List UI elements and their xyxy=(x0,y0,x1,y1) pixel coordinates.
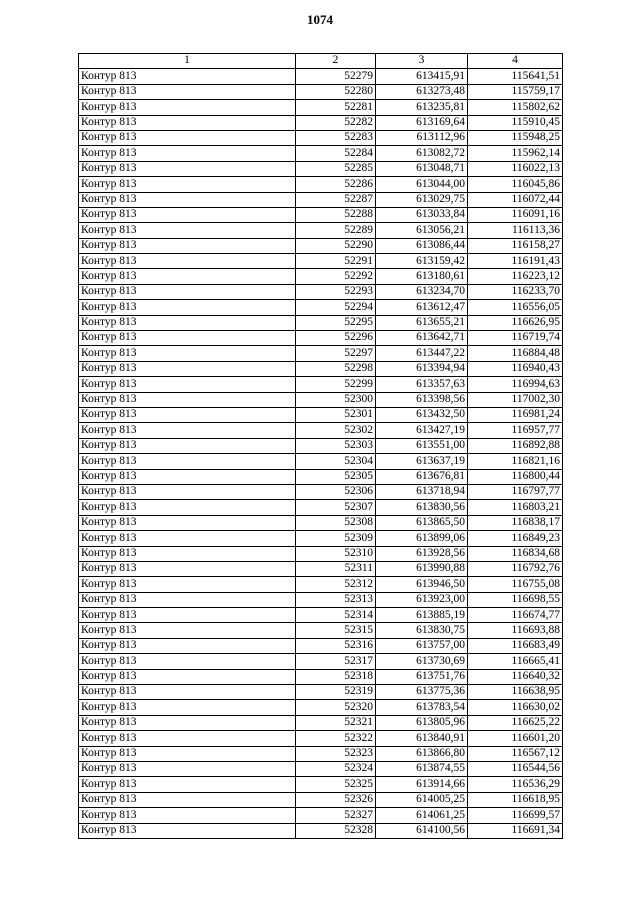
y-coordinate-cell: 116803,21 xyxy=(468,500,563,515)
y-coordinate-cell: 116981,24 xyxy=(468,407,563,422)
contour-name-cell: Контур 813 xyxy=(79,100,296,115)
table-row xyxy=(79,300,563,315)
contour-name-cell: Контур 813 xyxy=(79,638,296,653)
x-coordinate-cell: 613899,06 xyxy=(376,531,468,546)
point-number-cell: 52301 xyxy=(296,407,376,422)
table-row xyxy=(79,361,563,376)
y-coordinate-cell: 116158,27 xyxy=(468,238,563,253)
x-coordinate-cell: 613394,94 xyxy=(376,361,468,376)
point-number-cell: 52321 xyxy=(296,715,376,730)
y-coordinate-cell: 116834,68 xyxy=(468,546,563,561)
y-coordinate-cell: 116640,32 xyxy=(468,669,563,684)
contour-name-cell: Контур 813 xyxy=(79,685,296,700)
point-number-cell: 52314 xyxy=(296,608,376,623)
contour-name-cell: Контур 813 xyxy=(79,669,296,684)
contour-name-cell: Контур 813 xyxy=(79,207,296,222)
table-row xyxy=(79,192,563,207)
table-row xyxy=(79,592,563,607)
point-number-cell: 52324 xyxy=(296,761,376,776)
y-coordinate-cell: 115910,45 xyxy=(468,115,563,130)
table-row xyxy=(79,700,563,715)
table-row xyxy=(79,808,563,823)
x-coordinate-cell: 613642,71 xyxy=(376,331,468,346)
x-coordinate-cell: 614005,25 xyxy=(376,792,468,807)
y-coordinate-cell: 116940,43 xyxy=(468,361,563,376)
y-coordinate-cell: 115759,17 xyxy=(468,84,563,99)
point-number-cell: 52311 xyxy=(296,561,376,576)
point-number-cell: 52286 xyxy=(296,177,376,192)
x-coordinate-cell: 613082,72 xyxy=(376,146,468,161)
contour-name-cell: Контур 813 xyxy=(79,423,296,438)
y-coordinate-cell: 116797,77 xyxy=(468,484,563,499)
x-coordinate-cell: 613990,88 xyxy=(376,561,468,576)
point-number-cell: 52281 xyxy=(296,100,376,115)
point-number-cell: 52328 xyxy=(296,823,376,838)
table-row xyxy=(79,284,563,299)
contour-name-cell: Контур 813 xyxy=(79,84,296,99)
table-row xyxy=(79,207,563,222)
x-coordinate-cell: 613159,42 xyxy=(376,254,468,269)
contour-name-cell: Контур 813 xyxy=(79,284,296,299)
point-number-cell: 52319 xyxy=(296,685,376,700)
contour-name-cell: Контур 813 xyxy=(79,438,296,453)
contour-name-cell: Контур 813 xyxy=(79,746,296,761)
y-coordinate-cell: 116884,48 xyxy=(468,346,563,361)
y-coordinate-cell: 116091,16 xyxy=(468,207,563,222)
y-coordinate-cell: 116638,95 xyxy=(468,685,563,700)
x-coordinate-cell: 613840,91 xyxy=(376,731,468,746)
contour-name-cell: Контур 813 xyxy=(79,238,296,253)
x-coordinate-cell: 613029,75 xyxy=(376,192,468,207)
contour-name-cell: Контур 813 xyxy=(79,254,296,269)
x-coordinate-cell: 613637,19 xyxy=(376,454,468,469)
table-row xyxy=(79,561,563,576)
x-coordinate-cell: 613830,75 xyxy=(376,623,468,638)
x-coordinate-cell: 613946,50 xyxy=(376,577,468,592)
x-coordinate-cell: 613044,00 xyxy=(376,177,468,192)
x-coordinate-cell: 613357,63 xyxy=(376,377,468,392)
table-row xyxy=(79,823,563,838)
y-coordinate-cell: 116601,20 xyxy=(468,731,563,746)
point-number-cell: 52294 xyxy=(296,300,376,315)
table-body xyxy=(79,69,563,839)
point-number-cell: 52326 xyxy=(296,792,376,807)
x-coordinate-cell: 613730,69 xyxy=(376,654,468,669)
y-coordinate-cell: 116698,55 xyxy=(468,592,563,607)
point-number-cell: 52292 xyxy=(296,269,376,284)
x-coordinate-cell: 613432,50 xyxy=(376,407,468,422)
x-coordinate-cell: 613551,00 xyxy=(376,438,468,453)
contour-name-cell: Контур 813 xyxy=(79,823,296,838)
y-coordinate-cell: 116683,49 xyxy=(468,638,563,653)
y-coordinate-cell: 116072,44 xyxy=(468,192,563,207)
table-row xyxy=(79,623,563,638)
y-coordinate-cell: 115641,51 xyxy=(468,69,563,84)
y-coordinate-cell: 116838,17 xyxy=(468,515,563,530)
point-number-cell: 52316 xyxy=(296,638,376,653)
y-coordinate-cell: 116755,08 xyxy=(468,577,563,592)
contour-name-cell: Контур 813 xyxy=(79,269,296,284)
table-row xyxy=(79,685,563,700)
x-coordinate-cell: 613112,96 xyxy=(376,130,468,145)
coordinates-table xyxy=(78,53,563,839)
y-coordinate-cell: 116626,95 xyxy=(468,315,563,330)
contour-name-cell: Контур 813 xyxy=(79,115,296,130)
contour-name-cell: Контур 813 xyxy=(79,761,296,776)
table-row xyxy=(79,146,563,161)
point-number-cell: 52313 xyxy=(296,592,376,607)
table-row xyxy=(79,254,563,269)
point-number-cell: 52320 xyxy=(296,700,376,715)
table-row xyxy=(79,500,563,515)
table-row xyxy=(79,438,563,453)
column-header-2: 2 xyxy=(296,54,376,69)
y-coordinate-cell: 116892,88 xyxy=(468,438,563,453)
table-row xyxy=(79,346,563,361)
contour-name-cell: Контур 813 xyxy=(79,731,296,746)
y-coordinate-cell: 116849,23 xyxy=(468,531,563,546)
point-number-cell: 52289 xyxy=(296,223,376,238)
y-coordinate-cell: 116113,36 xyxy=(468,223,563,238)
x-coordinate-cell: 613914,66 xyxy=(376,777,468,792)
table-row xyxy=(79,792,563,807)
table-row xyxy=(79,161,563,176)
contour-name-cell: Контур 813 xyxy=(79,623,296,638)
point-number-cell: 52317 xyxy=(296,654,376,669)
contour-name-cell: Контур 813 xyxy=(79,361,296,376)
point-number-cell: 52305 xyxy=(296,469,376,484)
contour-name-cell: Контур 813 xyxy=(79,577,296,592)
x-coordinate-cell: 613612,47 xyxy=(376,300,468,315)
point-number-cell: 52285 xyxy=(296,161,376,176)
y-coordinate-cell: 116567,12 xyxy=(468,746,563,761)
point-number-cell: 52295 xyxy=(296,315,376,330)
table-row xyxy=(79,423,563,438)
y-coordinate-cell: 116556,05 xyxy=(468,300,563,315)
x-coordinate-cell: 613923,00 xyxy=(376,592,468,607)
x-coordinate-cell: 613757,00 xyxy=(376,638,468,653)
table-row xyxy=(79,407,563,422)
point-number-cell: 52280 xyxy=(296,84,376,99)
point-number-cell: 52282 xyxy=(296,115,376,130)
x-coordinate-cell: 613398,56 xyxy=(376,392,468,407)
y-coordinate-cell: 116821,16 xyxy=(468,454,563,469)
point-number-cell: 52291 xyxy=(296,254,376,269)
table-row xyxy=(79,515,563,530)
contour-name-cell: Контур 813 xyxy=(79,792,296,807)
contour-name-cell: Контур 813 xyxy=(79,608,296,623)
x-coordinate-cell: 613775,36 xyxy=(376,685,468,700)
table-row xyxy=(79,392,563,407)
contour-name-cell: Контур 813 xyxy=(79,346,296,361)
x-coordinate-cell: 613676,81 xyxy=(376,469,468,484)
x-coordinate-cell: 613086,44 xyxy=(376,238,468,253)
point-number-cell: 52300 xyxy=(296,392,376,407)
contour-name-cell: Контур 813 xyxy=(79,469,296,484)
point-number-cell: 52309 xyxy=(296,531,376,546)
page-number: 1074 xyxy=(307,12,333,27)
y-coordinate-cell: 116618,95 xyxy=(468,792,563,807)
y-coordinate-cell: 115802,62 xyxy=(468,100,563,115)
x-coordinate-cell: 614061,25 xyxy=(376,808,468,823)
table-row xyxy=(79,715,563,730)
x-coordinate-cell: 613718,94 xyxy=(376,484,468,499)
contour-name-cell: Контур 813 xyxy=(79,531,296,546)
table-row xyxy=(79,484,563,499)
point-number-cell: 52296 xyxy=(296,331,376,346)
table-row xyxy=(79,377,563,392)
contour-name-cell: Контур 813 xyxy=(79,192,296,207)
x-coordinate-cell: 613180,61 xyxy=(376,269,468,284)
table-row xyxy=(79,731,563,746)
table-row xyxy=(79,761,563,776)
y-coordinate-cell: 116665,41 xyxy=(468,654,563,669)
x-coordinate-cell: 613235,81 xyxy=(376,100,468,115)
point-number-cell: 52322 xyxy=(296,731,376,746)
point-number-cell: 52299 xyxy=(296,377,376,392)
table-row xyxy=(79,654,563,669)
contour-name-cell: Контур 813 xyxy=(79,454,296,469)
x-coordinate-cell: 613427,19 xyxy=(376,423,468,438)
x-coordinate-cell: 613874,55 xyxy=(376,761,468,776)
point-number-cell: 52323 xyxy=(296,746,376,761)
contour-name-cell: Контур 813 xyxy=(79,654,296,669)
table-row xyxy=(79,84,563,99)
column-header-4: 4 xyxy=(468,54,563,69)
table-row xyxy=(79,331,563,346)
table-row xyxy=(79,608,563,623)
point-number-cell: 52312 xyxy=(296,577,376,592)
table-row xyxy=(79,469,563,484)
point-number-cell: 52287 xyxy=(296,192,376,207)
table-row xyxy=(79,454,563,469)
y-coordinate-cell: 117002,30 xyxy=(468,392,563,407)
y-coordinate-cell: 116719,74 xyxy=(468,331,563,346)
contour-name-cell: Контур 813 xyxy=(79,146,296,161)
contour-name-cell: Контур 813 xyxy=(79,392,296,407)
x-coordinate-cell: 613751,76 xyxy=(376,669,468,684)
y-coordinate-cell: 116691,34 xyxy=(468,823,563,838)
table-row xyxy=(79,269,563,284)
y-coordinate-cell: 116957,77 xyxy=(468,423,563,438)
column-header-1: 1 xyxy=(79,54,296,69)
table-row xyxy=(79,177,563,192)
x-coordinate-cell: 613928,56 xyxy=(376,546,468,561)
table-row xyxy=(79,638,563,653)
y-coordinate-cell: 116994,63 xyxy=(468,377,563,392)
x-coordinate-cell: 613415,91 xyxy=(376,69,468,84)
x-coordinate-cell: 613447,22 xyxy=(376,346,468,361)
x-coordinate-cell: 613056,21 xyxy=(376,223,468,238)
y-coordinate-cell: 116022,13 xyxy=(468,161,563,176)
point-number-cell: 52302 xyxy=(296,423,376,438)
y-coordinate-cell: 116792,76 xyxy=(468,561,563,576)
y-coordinate-cell: 116223,12 xyxy=(468,269,563,284)
point-number-cell: 52297 xyxy=(296,346,376,361)
x-coordinate-cell: 614100,56 xyxy=(376,823,468,838)
contour-name-cell: Контур 813 xyxy=(79,592,296,607)
contour-name-cell: Контур 813 xyxy=(79,177,296,192)
contour-name-cell: Контур 813 xyxy=(79,484,296,499)
y-coordinate-cell: 116630,02 xyxy=(468,700,563,715)
point-number-cell: 52325 xyxy=(296,777,376,792)
x-coordinate-cell: 613783,54 xyxy=(376,700,468,715)
y-coordinate-cell: 116800,44 xyxy=(468,469,563,484)
contour-name-cell: Контур 813 xyxy=(79,223,296,238)
point-number-cell: 52327 xyxy=(296,808,376,823)
point-number-cell: 52293 xyxy=(296,284,376,299)
contour-name-cell: Контур 813 xyxy=(79,315,296,330)
point-number-cell: 52303 xyxy=(296,438,376,453)
contour-name-cell: Контур 813 xyxy=(79,69,296,84)
contour-name-cell: Контур 813 xyxy=(79,808,296,823)
y-coordinate-cell: 116625,22 xyxy=(468,715,563,730)
table-row xyxy=(79,315,563,330)
table-row xyxy=(79,546,563,561)
x-coordinate-cell: 613865,50 xyxy=(376,515,468,530)
x-coordinate-cell: 613885,19 xyxy=(376,608,468,623)
contour-name-cell: Контур 813 xyxy=(79,377,296,392)
contour-name-cell: Контур 813 xyxy=(79,331,296,346)
table-row xyxy=(79,669,563,684)
y-coordinate-cell: 116233,70 xyxy=(468,284,563,299)
table-row xyxy=(79,238,563,253)
y-coordinate-cell: 116536,29 xyxy=(468,777,563,792)
contour-name-cell: Контур 813 xyxy=(79,546,296,561)
point-number-cell: 52308 xyxy=(296,515,376,530)
x-coordinate-cell: 613866,80 xyxy=(376,746,468,761)
point-number-cell: 52279 xyxy=(296,69,376,84)
x-coordinate-cell: 613033,84 xyxy=(376,207,468,222)
point-number-cell: 52318 xyxy=(296,669,376,684)
column-header-3: 3 xyxy=(376,54,468,69)
x-coordinate-cell: 613048,71 xyxy=(376,161,468,176)
y-coordinate-cell: 115948,25 xyxy=(468,130,563,145)
y-coordinate-cell: 115962,14 xyxy=(468,146,563,161)
x-coordinate-cell: 613234,70 xyxy=(376,284,468,299)
point-number-cell: 52315 xyxy=(296,623,376,638)
point-number-cell: 52298 xyxy=(296,361,376,376)
point-number-cell: 52284 xyxy=(296,146,376,161)
point-number-cell: 52306 xyxy=(296,484,376,499)
contour-name-cell: Контур 813 xyxy=(79,561,296,576)
x-coordinate-cell: 613273,48 xyxy=(376,84,468,99)
contour-name-cell: Контур 813 xyxy=(79,515,296,530)
table-row xyxy=(79,777,563,792)
header-row xyxy=(79,54,563,69)
y-coordinate-cell: 116191,43 xyxy=(468,254,563,269)
point-number-cell: 52304 xyxy=(296,454,376,469)
contour-name-cell: Контур 813 xyxy=(79,300,296,315)
contour-name-cell: Контур 813 xyxy=(79,700,296,715)
x-coordinate-cell: 613655,21 xyxy=(376,315,468,330)
table-row xyxy=(79,100,563,115)
table-row xyxy=(79,531,563,546)
point-number-cell: 52290 xyxy=(296,238,376,253)
contour-name-cell: Контур 813 xyxy=(79,500,296,515)
y-coordinate-cell: 116699,57 xyxy=(468,808,563,823)
point-number-cell: 52307 xyxy=(296,500,376,515)
y-coordinate-cell: 116544,56 xyxy=(468,761,563,776)
contour-name-cell: Контур 813 xyxy=(79,161,296,176)
table-row xyxy=(79,69,563,84)
contour-name-cell: Контур 813 xyxy=(79,777,296,792)
y-coordinate-cell: 116674,77 xyxy=(468,608,563,623)
y-coordinate-cell: 116045,86 xyxy=(468,177,563,192)
point-number-cell: 52283 xyxy=(296,130,376,145)
x-coordinate-cell: 613830,56 xyxy=(376,500,468,515)
point-number-cell: 52310 xyxy=(296,546,376,561)
table-row xyxy=(79,746,563,761)
contour-name-cell: Контур 813 xyxy=(79,407,296,422)
table-row xyxy=(79,130,563,145)
table-row xyxy=(79,577,563,592)
y-coordinate-cell: 116693,88 xyxy=(468,623,563,638)
table-row xyxy=(79,223,563,238)
x-coordinate-cell: 613805,96 xyxy=(376,715,468,730)
x-coordinate-cell: 613169,64 xyxy=(376,115,468,130)
point-number-cell: 52288 xyxy=(296,207,376,222)
contour-name-cell: Контур 813 xyxy=(79,715,296,730)
table-row xyxy=(79,115,563,130)
contour-name-cell: Контур 813 xyxy=(79,130,296,145)
